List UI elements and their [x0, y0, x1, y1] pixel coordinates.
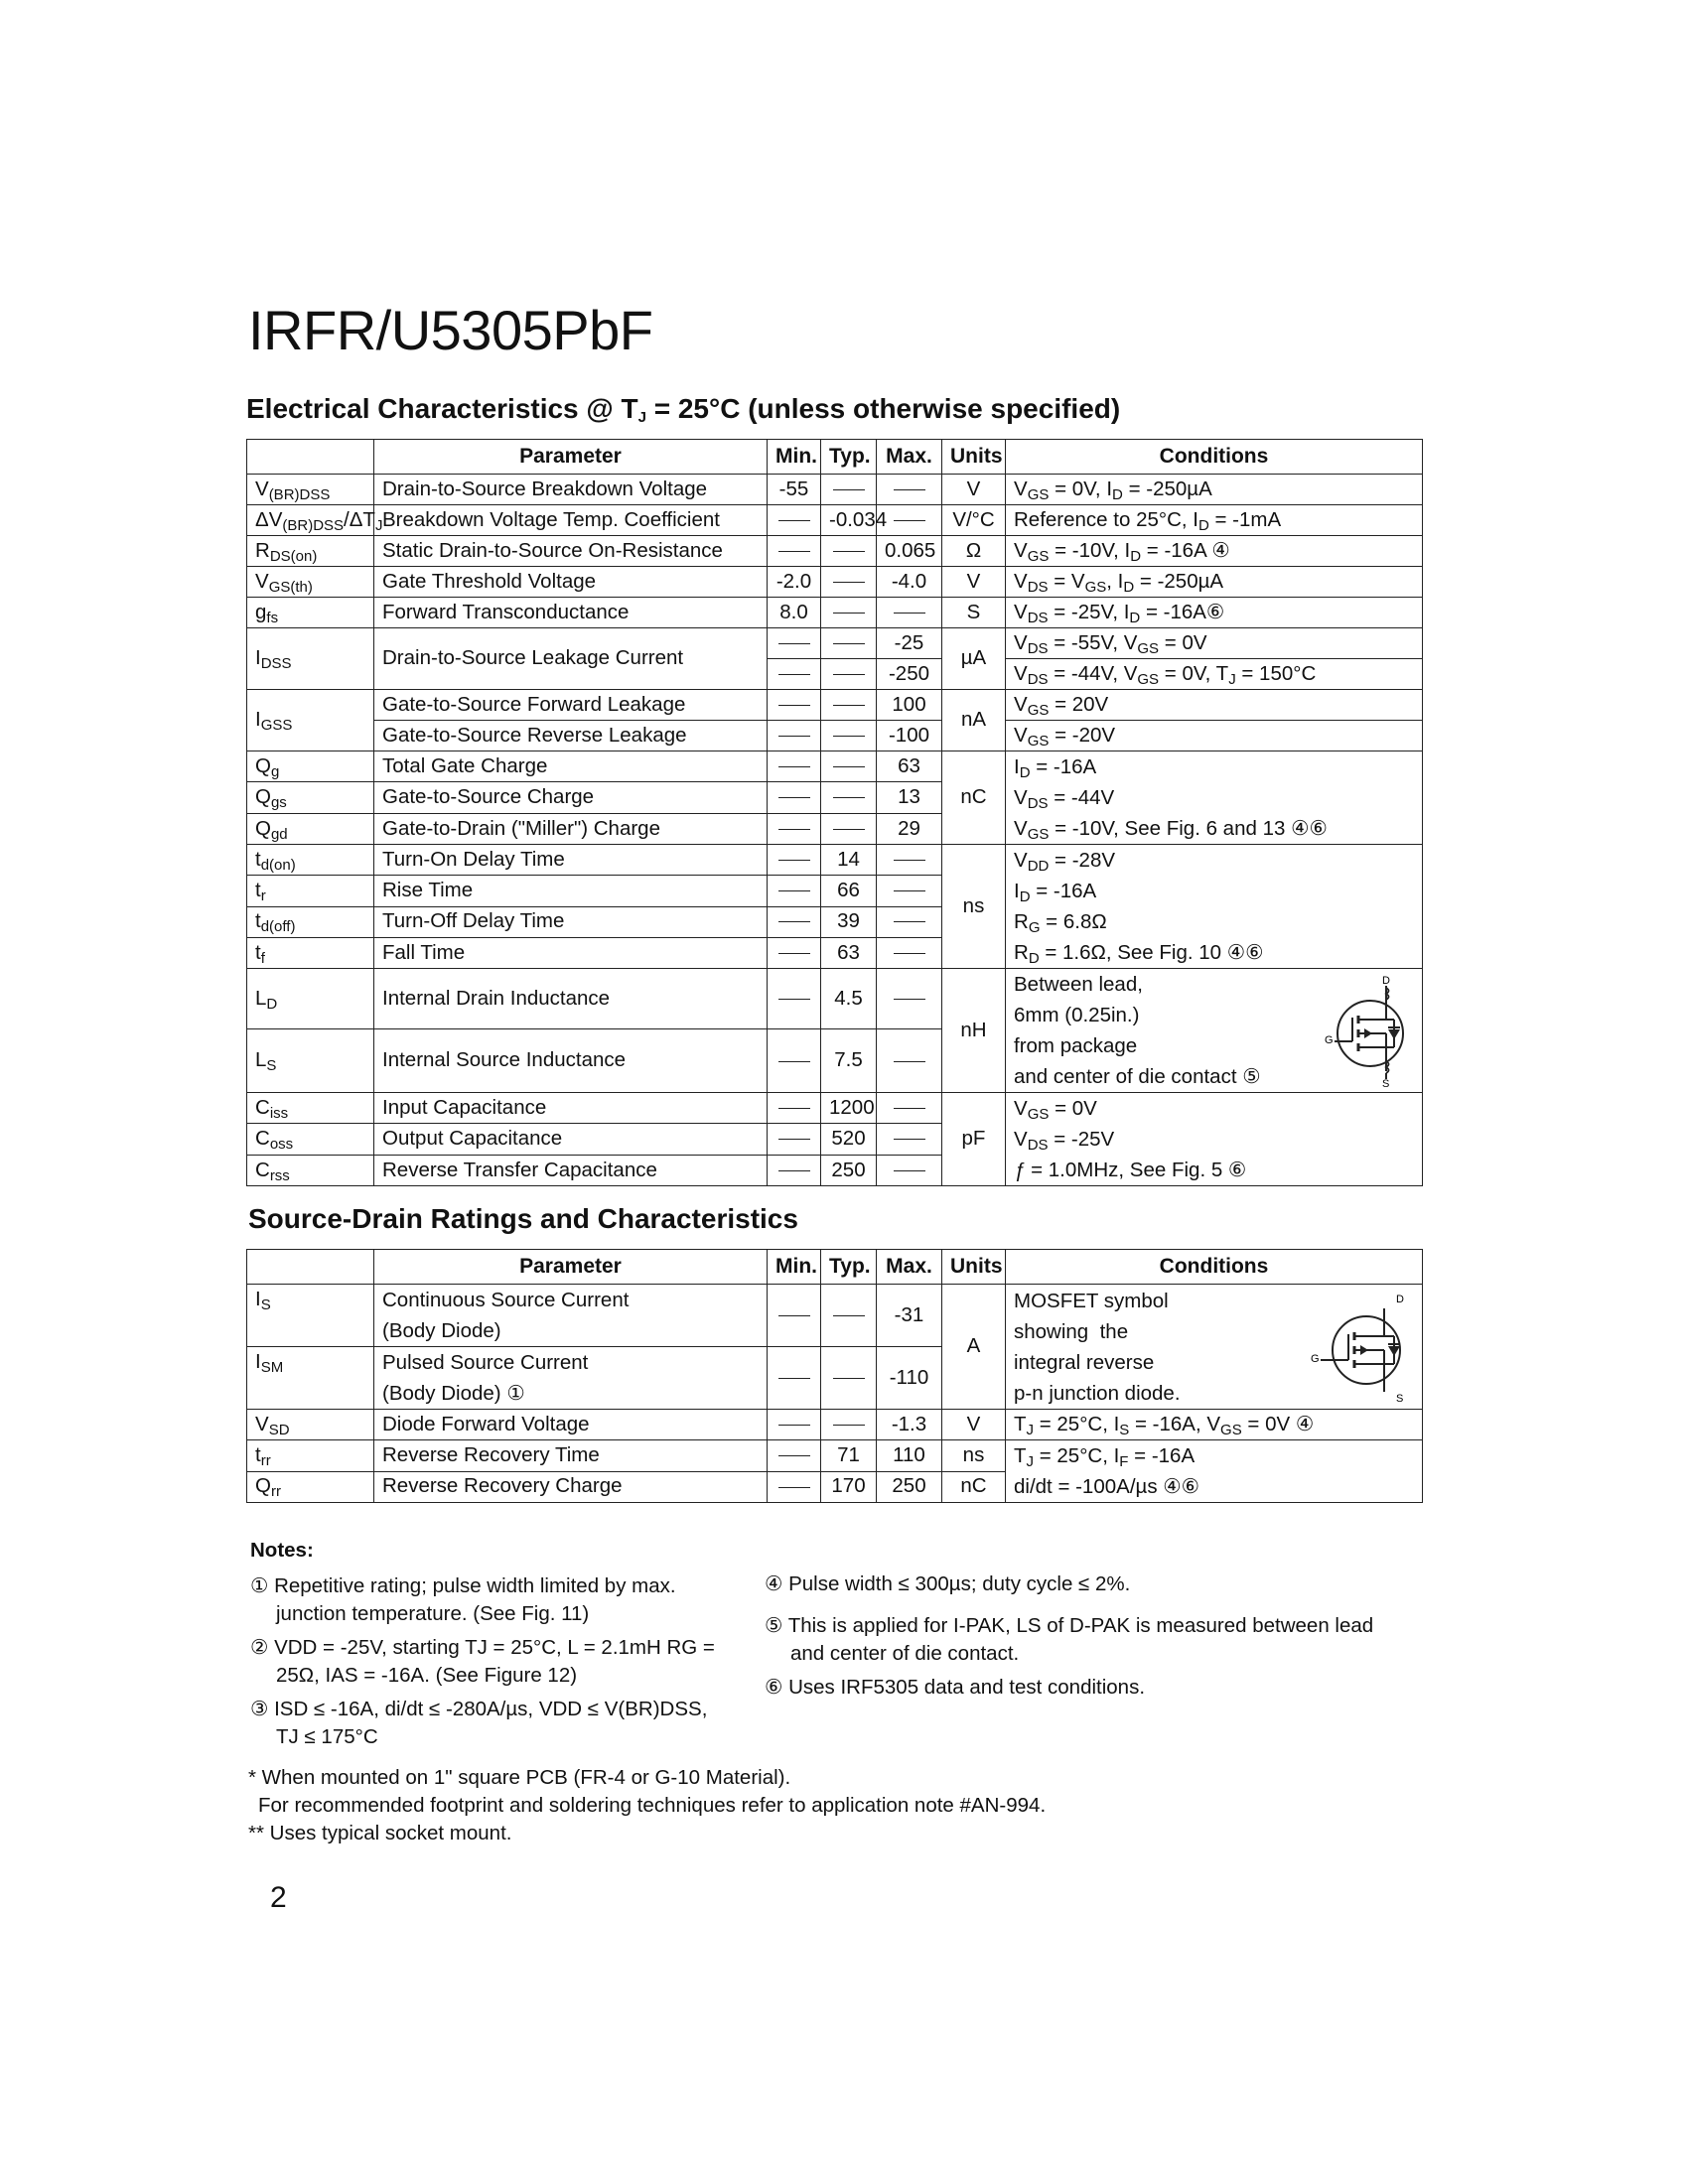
header-conditions: Conditions: [1006, 440, 1423, 475]
footnote-footprint: For recommended footprint and soldering techniques refer to application note #AN-994.: [258, 1794, 1047, 1817]
svg-text:G: G: [1325, 1034, 1334, 1046]
header-conditions: Conditions: [1006, 1250, 1423, 1285]
document-title: IRFR/U5305PbF: [248, 299, 653, 361]
table-row: $I_{GSS}$ Gate-to-Source Forward Leakage 100 nA $V_{GS} = 20V$: [247, 690, 1423, 721]
table-row: $Q_{gs}$ Gate-to-Source Charge 13: [247, 782, 1423, 813]
table-row: $Q_{rr}$ Reverse Recovery Charge 170 250 nC: [247, 1471, 1423, 1503]
mosfet-diode-schematic-icon: [1305, 1289, 1414, 1406]
electrical-characteristics-table: [246, 439, 1423, 1186]
table-row: $I_S$ Continuous Source Current (Body Diode) -31 A MOSFET symbol showing the integral reverse p-n junction diode. D G S: [247, 1285, 1423, 1347]
table-row: $L_D$ Internal Drain Inductance 4.5 nH Between lead, 6mm (0.25in.) from package and center of die contact ⑤ D G S: [247, 969, 1423, 1029]
header-max: Max.: [877, 440, 942, 475]
footnotes: [248, 1764, 1420, 1847]
table-row: $Q_g$ Total Gate Charge 63 nC $I_D = -16A$ $V_{DS} = -44V$ $V_{GS} = -10V$, See Fig. 6 and 13 ④⑥: [247, 751, 1423, 782]
table-row: $I_{SM}$ Pulsed Source Current (Body Diode) ① -110: [247, 1347, 1423, 1410]
footnote-socket: ** Uses typical socket mount.: [248, 1822, 512, 1844]
table-row: $t_r$ Rise Time 66: [247, 876, 1423, 906]
header-typ: Typ.: [821, 440, 877, 475]
notes-left-column: [250, 1537, 717, 1751]
svg-text:S: S: [1396, 1392, 1404, 1405]
table-row: $V_{SD}$ Diode Forward Voltage -1.3 V $T_J = 25^\circ C$, $I_S = -16A$, $V_{GS} = 0V$ ④: [247, 1410, 1423, 1440]
table-row: $V_{(BR)DSS}$ Drain-to-Source Breakdown Voltage -55 V $V_{GS} = 0V$, $I_D = -250\mu A$: [247, 475, 1423, 505]
table-row: $I_{DSS}$ Drain-to-Source Leakage Current -25 µA $V_{DS} = -55V$, $V_{GS} = 0V$: [247, 628, 1423, 659]
header-min: Min.: [768, 440, 821, 475]
notes-right-column: [765, 1570, 1400, 1702]
source-drain-table: [246, 1249, 1423, 1503]
note-3: ③ ISD ≤ -16A, di/dt ≤ -280A/µs, VDD ≤ V(BR)DSS, TJ ≤ 175°C: [250, 1698, 708, 1748]
table-row: $g_{fs}$ Forward Transconductance 8.0 S $V_{DS} = -25V$, $I_D$ = -16A⑥: [247, 598, 1423, 628]
table-header-row: [247, 1250, 1423, 1285]
note-2: ② VDD = -25V, starting TJ = 25°C, L = 2.1mH RG = 25Ω, IAS = -16A. (See Figure 12): [250, 1636, 715, 1687]
notes-title: Notes:: [250, 1539, 314, 1562]
table-row: $t_{rr}$ Reverse Recovery Time 71 110 ns $T_J = 25^\circ C$, $I_F = -16A$ di/dt = -100A/µs ④⑥: [247, 1440, 1423, 1472]
table-row: $R_{DS(on)}$ Static Drain-to-Source On-Resistance 0.065 Ω $V_{GS} = -10V$, $I_D = -16A$ ④: [247, 536, 1423, 567]
table-row: $t_{d(off)}$ Turn-Off Delay Time 39: [247, 906, 1423, 937]
table-row: $Q_{gd}$ Gate-to-Drain ("Miller") Charge 29: [247, 813, 1423, 844]
table-header-row: [247, 440, 1423, 475]
table-row: $C_{rss}$ Reverse Transfer Capacitance 250: [247, 1155, 1423, 1185]
table-row: Gate-to-Source Reverse Leakage -100 $V_{GS} = -20V$: [247, 721, 1423, 751]
table-row: $t_f$ Fall Time 63: [247, 937, 1423, 968]
table-row: $L_S$ Internal Source Inductance 7.5: [247, 1029, 1423, 1093]
header-parameter: Parameter: [374, 1250, 768, 1285]
header-min: Min.: [768, 1250, 821, 1285]
page-number: 2: [270, 1881, 287, 1914]
svg-text:D: D: [1396, 1293, 1404, 1305]
svg-text:D: D: [1382, 975, 1390, 987]
table-row: $\Delta V_{(BR)DSS}/\Delta T_J$ Breakdown Voltage Temp. Coefficient -0.034 V/°C Reference to 25°C, $I_D = -1mA$: [247, 505, 1423, 536]
note-1: ① Repetitive rating; pulse width limited by max. junction temperature. (See Fig. 11): [250, 1574, 676, 1625]
svg-text:S: S: [1382, 1078, 1390, 1090]
table-row: -250 $V_{DS} = -44V$, $V_{GS} = 0V$, $T_J = 150^\circ C$: [247, 659, 1423, 690]
source-drain-heading: Source-Drain Ratings and Characteristics: [248, 1203, 798, 1234]
header-max: Max.: [877, 1250, 942, 1285]
header-units: Units: [942, 1250, 1006, 1285]
footnote-pcb: * When mounted on 1" square PCB (FR-4 or G-10 Material).: [248, 1766, 791, 1789]
mosfet-schematic-icon: [1323, 972, 1414, 1089]
header-units: Units: [942, 440, 1006, 475]
note-6: ⑥ Uses IRF5305 data and test conditions.: [765, 1676, 1146, 1699]
table-row: $C_{iss}$ Input Capacitance 1200 pF $V_{GS} = 0V$ $V_{DS} = -25V$ ƒ = 1.0MHz, See Fig. 5 ⑥: [247, 1093, 1423, 1124]
table-row: $V_{GS(th)}$ Gate Threshold Voltage -2.0 -4.0 V $V_{DS} = V_{GS}$, $I_D = -250\mu A$: [247, 567, 1423, 598]
note-4: ④ Pulse width ≤ 300µs; duty cycle ≤ 2%.: [765, 1572, 1131, 1595]
table-row: $C_{oss}$ Output Capacitance 520: [247, 1124, 1423, 1155]
header-parameter: Parameter: [374, 440, 768, 475]
svg-text:G: G: [1311, 1352, 1320, 1365]
electrical-characteristics-heading: Electrical Characteristics @ $T_J = 25^\circ C$ (unless otherwise specified): [246, 393, 1121, 426]
note-5: ⑤ This is applied for I-PAK, LS of D-PAK is measured between lead and center of die contact.: [765, 1614, 1374, 1665]
header-typ: Typ.: [821, 1250, 877, 1285]
table-row: $t_{d(on)}$ Turn-On Delay Time 14 ns $V_{DD} = -28V$ $I_D = -16A$ $R_G = 6.8\Omega$ $R_D = 1.6\Omega$, See Fig. 10 ④⑥: [247, 845, 1423, 876]
